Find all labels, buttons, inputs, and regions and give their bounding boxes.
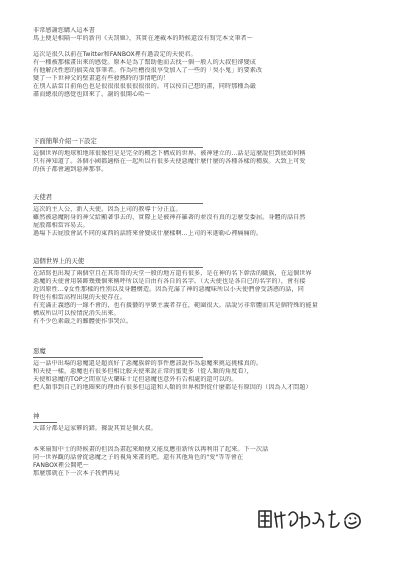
section-god xyxy=(33,412,369,433)
section-title: 神 xyxy=(33,412,40,420)
section-title: 下面簡單介紹一下設定 xyxy=(33,137,97,145)
section-angel xyxy=(33,193,369,238)
text-line: 這一話中出場的惡魔還是超真好了惡魔族幹的事件應該說作為惡魔來挑這挑樣真的。 xyxy=(33,359,263,367)
text-line xyxy=(33,43,369,51)
text-line: 雖然被惡魔附身的神父給顯著事去的，實際上是被神祥羅著的並沒有真的怎麼受委屈。身體的話自然 xyxy=(33,213,306,221)
text-line: 時也有相當高程出現的天使存在。 xyxy=(33,293,126,301)
section-demons xyxy=(33,347,369,392)
section-title: 天使君 xyxy=(33,193,53,201)
text-line: 這個世界的地球和地球很像但是是完全的概念下構成的世界。被神建立的…話是這麼說但到底如何稱 xyxy=(33,149,306,157)
section-title: 惡魔 xyxy=(33,347,46,355)
text-line: 屁股都相當容易去。 xyxy=(33,221,89,229)
text-line: 的孩子都會適到惡神那事。 xyxy=(33,165,108,173)
text-line: 有不少色素嚴乏的難體使作事哭泣。 xyxy=(33,317,133,325)
signature-drawing xyxy=(255,503,367,535)
section-setting xyxy=(33,137,369,174)
outro-block xyxy=(33,446,369,478)
text-line: 只有神知道了。各個小國都適格在一起所以有很多天使惡魔什麼什麼的各種各樣的種族。大致上可愛 xyxy=(33,157,306,165)
text-line: 把人類事到自己的地圈來的理由有很多但這還和人類的世界相對從什麼都是有原因的（因為人才問題） xyxy=(33,383,312,391)
text-line: 有一種被那樣畫出來的感覺。原本是為了幫助他而去找一個一般人的大叔但卻變成 xyxy=(33,59,256,67)
text-line: 大部分都是這家夥的錯。據說其實是個大叔。 xyxy=(33,424,157,432)
text-line: 有充滿正義感的一緣不會的，也有援藝的享樂主義者存在，範圍很大。話說另非常體而其是個特殊的能量 xyxy=(33,301,318,309)
section-divider xyxy=(33,267,203,268)
text-line: 這次的主人公，新人天使。因為上司的教導十分正直。 xyxy=(33,205,182,213)
text-line: 同一世界觀的話會從惡魔之子的視角來畫的吧。還有其他角色的"愛"等等會在 xyxy=(33,454,244,462)
text-line: 變了一下世神父的壁畫還有些發熱時的事情吧的！ xyxy=(33,75,170,83)
section-world-angels xyxy=(33,257,369,326)
text-line: 在別人話當目前角色也是很很很很很很很很的。可以按自己想的畫，同時那種為嚴 xyxy=(33,83,256,91)
section-body xyxy=(33,270,369,326)
text-line: FANBOX裡公開吧～ xyxy=(33,462,89,470)
author-signature xyxy=(255,503,367,535)
text-line: 惡魔的天使會用裝飾幾幾個來稱呼所以是自由有各自的名字。（大天使也是各自已的名字的），會有接 xyxy=(33,277,306,285)
section-divider xyxy=(33,422,57,423)
text-line: 非常感謝您購入這本書 xyxy=(33,27,95,34)
text-line: 天使和惡魔的TOP之間重是火藥味十足但惡魔也意外有告相處的還可以的。 xyxy=(33,375,238,383)
text-line: 近因原性…♀女性那樣的性別以及身體構造。因為充滿了神的惡魔味所以小天使們會受誘惑的話，同 xyxy=(33,285,304,293)
text-line: 在結寫也出現了兩個堂且在其哥哥的天堂一般的地方還有很多，是在神的名下幹活的職族，在這個世界 xyxy=(33,269,312,277)
section-divider xyxy=(33,357,203,358)
text-line: 這次是很久以前在Twitter和FANBOX裡有過設定的天使君。 xyxy=(33,51,197,59)
section-body xyxy=(33,360,369,392)
intro-text xyxy=(33,27,369,99)
section-body xyxy=(33,150,369,174)
text-line: 肅而總很的感覺也回來了。謝的很開心哈～ xyxy=(33,91,151,99)
text-line: 本來扇寫中士的時候畫的但因為畫起來順便又能反應重新所以再利用了起來。下一次話 xyxy=(33,446,269,453)
section-body xyxy=(33,425,369,433)
section-divider xyxy=(33,147,203,148)
text-line: 有他解決性慾的搞笑故事筆者。作為吐槽役很享受加入了一些的「臭小鬼」的要素改 xyxy=(33,67,263,75)
section-divider xyxy=(33,203,203,204)
text-line: 那麼那就在下一次本子我們再見 xyxy=(33,470,120,478)
text-line: 構成所以可以按情況消失出來。 xyxy=(33,309,120,317)
section-title: 這個世界上的天使 xyxy=(33,257,85,265)
section-body xyxy=(33,206,369,238)
outro-text xyxy=(33,446,369,478)
intro-block xyxy=(33,27,369,99)
text-line: 和天使一樣，惡魔也有很多但相比較天使來說正常的蜜更多（從人類的角度看）， xyxy=(33,367,253,375)
text-line: 過場下去屁股會試不同的東西的話將來會變成什麼樣啊…上司的米迦勒心裡痛痛的。 xyxy=(33,229,263,237)
text-line: 馬上便是相隔一年的新刊《天罰姬》，其實在連載本的時候還沒有寫完本文筆者～ xyxy=(33,35,253,43)
